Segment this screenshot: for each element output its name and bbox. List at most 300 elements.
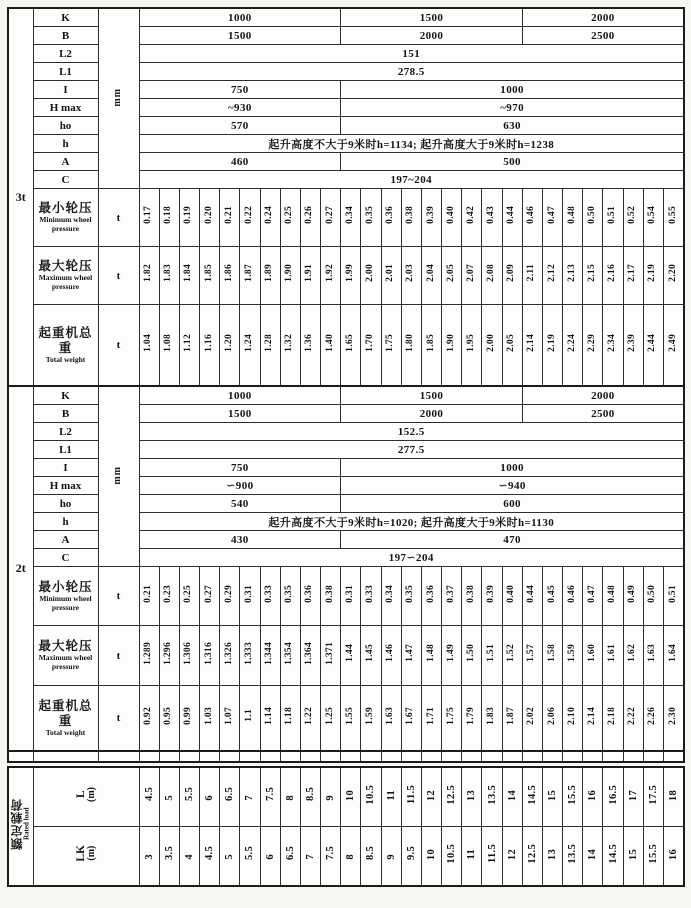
value-cell: 1.45 xyxy=(361,626,381,686)
section-label-3t: 3t xyxy=(8,8,33,386)
value-cell: 0.95 xyxy=(159,686,179,752)
value-cell: 1.64 xyxy=(663,626,684,686)
row-label-cn: 最小轮压 xyxy=(38,579,93,594)
dim-label: H max xyxy=(33,99,98,117)
value-cell: 2.10 xyxy=(563,686,583,752)
value-cell: 0.48 xyxy=(563,189,583,247)
dim-label: L2 xyxy=(33,423,98,441)
dim-value-cell: 460 xyxy=(139,153,341,171)
dim-row-K-2t xyxy=(8,386,684,405)
value-cell: 2.04 xyxy=(421,247,441,305)
unit-t: t xyxy=(98,567,139,626)
value-cell: 2.26 xyxy=(643,686,663,752)
value-cell: 15 xyxy=(623,827,643,887)
value-cell: 1.79 xyxy=(462,686,482,752)
value-cell: 14.5 xyxy=(522,767,542,827)
span-L-row xyxy=(8,767,684,827)
row-label-max-pressure xyxy=(33,247,98,305)
value-cell: 1.364 xyxy=(300,626,320,686)
value-cell: 1.83 xyxy=(482,686,502,752)
value-cell: 0.51 xyxy=(663,567,684,626)
value-cell: 1.22 xyxy=(300,686,320,752)
value-cell: 12 xyxy=(421,767,441,827)
value-cell: 1.83 xyxy=(159,247,179,305)
value-cell: 10 xyxy=(341,767,361,827)
value-cell: 2.02 xyxy=(522,686,542,752)
value-cell: 0.40 xyxy=(502,567,522,626)
dim-value-cell: 430 xyxy=(139,531,341,549)
value-cell: 7.5 xyxy=(321,827,341,887)
rated-load-label xyxy=(8,767,33,886)
row-label-en: Total weight xyxy=(45,727,86,737)
value-cell: 1.46 xyxy=(381,626,401,686)
value-cell: 1.07 xyxy=(220,686,240,752)
value-cell: 0.38 xyxy=(462,567,482,626)
dim-label: ho xyxy=(33,117,98,135)
value-cell: 0.50 xyxy=(583,189,603,247)
value-cell: 1.63 xyxy=(643,626,663,686)
dim-label: h xyxy=(33,513,98,531)
value-cell: 1.87 xyxy=(240,247,260,305)
dim-value-cell: 1500 xyxy=(341,8,523,27)
value-cell: 2.00 xyxy=(482,305,502,387)
value-cell: 7.5 xyxy=(260,767,280,827)
dim-value-cell: 1000 xyxy=(139,8,341,27)
dim-label: h xyxy=(33,135,98,153)
value-cell: 1.70 xyxy=(361,305,381,387)
value-cell: 1.04 xyxy=(139,305,159,387)
value-cell: 0.44 xyxy=(502,189,522,247)
value-cell: 2.24 xyxy=(563,305,583,387)
value-cell: 2.44 xyxy=(643,305,663,387)
value-cell: 1.59 xyxy=(361,686,381,752)
value-cell: 1.60 xyxy=(583,626,603,686)
value-cell: 1.51 xyxy=(482,626,502,686)
value-cell: 6 xyxy=(260,827,280,887)
value-cell: 1.50 xyxy=(462,626,482,686)
dim-value-cell: 500 xyxy=(341,153,684,171)
row-label-min-pressure xyxy=(33,189,98,247)
dim-value-cell: 197∽204 xyxy=(139,549,684,567)
value-cell: 2.00 xyxy=(361,247,381,305)
dim-label: K xyxy=(33,8,98,27)
value-cell: 18 xyxy=(663,767,684,827)
dim-label: C xyxy=(33,549,98,567)
value-cell: 0.39 xyxy=(482,567,502,626)
value-cell: 1.59 xyxy=(563,626,583,686)
value-cell: 0.48 xyxy=(603,567,623,626)
value-cell: 3.5 xyxy=(159,827,179,887)
value-cell: 2.19 xyxy=(542,305,562,387)
dim-value-cell: 2000 xyxy=(522,8,684,27)
value-cell: 5.5 xyxy=(240,827,260,887)
value-cell: 0.55 xyxy=(663,189,684,247)
value-cell: 1.55 xyxy=(341,686,361,752)
value-cell: 0.24 xyxy=(260,189,280,247)
value-cell: 0.54 xyxy=(643,189,663,247)
value-cell: 0.46 xyxy=(522,189,542,247)
value-cell: 2.05 xyxy=(442,247,462,305)
value-cell: 0.99 xyxy=(179,686,199,752)
value-cell: 2.34 xyxy=(603,305,623,387)
row-label-cn: 最小轮压 xyxy=(38,201,93,216)
value-cell: 1.99 xyxy=(341,247,361,305)
value-cell: 0.33 xyxy=(361,567,381,626)
value-cell: 0.21 xyxy=(220,189,240,247)
dim-value-cell: 570 xyxy=(139,117,341,135)
value-cell: 2.05 xyxy=(502,305,522,387)
value-cell: 1.80 xyxy=(401,305,421,387)
value-cell: 0.92 xyxy=(139,686,159,752)
dim-label: B xyxy=(33,27,98,45)
spacer-row xyxy=(8,751,684,762)
value-cell: 1.296 xyxy=(159,626,179,686)
value-cell: 0.35 xyxy=(401,567,421,626)
row-label-en: Total weight xyxy=(45,354,86,364)
value-cell: 4 xyxy=(179,827,199,887)
value-cell: 0.52 xyxy=(623,189,643,247)
dim-value-cell: 630 xyxy=(341,117,684,135)
value-cell: 0.17 xyxy=(139,189,159,247)
dim-value-cell: 540 xyxy=(139,495,341,513)
unit-t: t xyxy=(98,686,139,752)
value-cell: 0.38 xyxy=(321,567,341,626)
value-cell: 2.12 xyxy=(542,247,562,305)
dim-value-cell: 1500 xyxy=(139,405,341,423)
value-cell: 2.07 xyxy=(462,247,482,305)
value-cell: 0.21 xyxy=(139,567,159,626)
value-cell: 2.08 xyxy=(482,247,502,305)
value-cell: 0.39 xyxy=(421,189,441,247)
value-cell: 1.85 xyxy=(421,305,441,387)
value-cell: 1.18 xyxy=(280,686,300,752)
value-cell: 10.5 xyxy=(442,827,462,887)
value-cell: 2.22 xyxy=(623,686,643,752)
value-cell: 1.12 xyxy=(179,305,199,387)
dim-label: I xyxy=(33,459,98,477)
value-cell: 4.5 xyxy=(200,827,220,887)
value-cell: 13 xyxy=(542,827,562,887)
value-cell: 1.57 xyxy=(522,626,542,686)
value-cell: 13.5 xyxy=(563,827,583,887)
value-cell: 1.91 xyxy=(300,247,320,305)
value-cell: 1.32 xyxy=(280,305,300,387)
value-cell: 0.35 xyxy=(361,189,381,247)
row-label-cn: 最大轮压 xyxy=(38,259,93,274)
value-cell: 16.5 xyxy=(603,767,623,827)
row-label-total-weight xyxy=(33,305,98,387)
value-cell: 3 xyxy=(139,827,159,887)
value-cell: 1.354 xyxy=(280,626,300,686)
value-cell: 8 xyxy=(341,827,361,887)
value-cell: 1.63 xyxy=(381,686,401,752)
value-cell: 1.89 xyxy=(260,247,280,305)
row-label-en: Maximum wheel pressure xyxy=(38,653,93,671)
value-cell: 14.5 xyxy=(603,827,623,887)
value-cell: 0.26 xyxy=(300,189,320,247)
value-cell: 0.49 xyxy=(623,567,643,626)
dim-value-cell: 2000 xyxy=(341,27,523,45)
value-cell: 9 xyxy=(321,767,341,827)
value-cell: 1.306 xyxy=(179,626,199,686)
value-cell: 1.371 xyxy=(321,626,341,686)
unit-t: t xyxy=(98,189,139,247)
dim-value-cell: 1000 xyxy=(139,386,341,405)
min-wheel-pressure-row-2t xyxy=(8,567,684,626)
value-cell: 0.34 xyxy=(341,189,361,247)
value-cell: 2.13 xyxy=(563,247,583,305)
dim-value-cell: 151 xyxy=(139,45,684,63)
value-cell: 0.23 xyxy=(159,567,179,626)
dim-label: A xyxy=(33,531,98,549)
value-cell: 0.31 xyxy=(341,567,361,626)
dim-value-cell: ∽900 xyxy=(139,477,341,495)
span-LK-row xyxy=(8,827,684,887)
dim-value-cell: ~930 xyxy=(139,99,341,117)
value-cell: 2.03 xyxy=(401,247,421,305)
value-cell: 0.18 xyxy=(159,189,179,247)
value-cell: 0.35 xyxy=(280,567,300,626)
value-cell: 0.46 xyxy=(563,567,583,626)
value-cell: 6.5 xyxy=(280,827,300,887)
max-wheel-pressure-row-2t xyxy=(8,626,684,686)
dim-value-cell: 277.5 xyxy=(139,441,684,459)
total-weight-row-2t xyxy=(8,686,684,752)
value-cell: 0.27 xyxy=(321,189,341,247)
value-cell: 1.62 xyxy=(623,626,643,686)
value-cell: 0.38 xyxy=(401,189,421,247)
max-wheel-pressure-row-3t xyxy=(8,247,684,305)
value-cell: 1.71 xyxy=(421,686,441,752)
dim-value-cell: 2000 xyxy=(341,405,523,423)
value-cell: 15.5 xyxy=(563,767,583,827)
value-cell: 2.15 xyxy=(583,247,603,305)
value-cell: 0.31 xyxy=(240,567,260,626)
row-label-cn: 最大轮压 xyxy=(38,639,93,654)
value-cell: 1.16 xyxy=(200,305,220,387)
value-cell: 1.14 xyxy=(260,686,280,752)
value-cell: 1.90 xyxy=(280,247,300,305)
value-cell: 0.22 xyxy=(240,189,260,247)
value-cell: 17 xyxy=(623,767,643,827)
row-label-LK: LK (m) xyxy=(33,827,139,887)
dim-label: H max xyxy=(33,477,98,495)
value-cell: 13.5 xyxy=(482,767,502,827)
value-cell: 11 xyxy=(381,767,401,827)
value-cell: 9 xyxy=(381,827,401,887)
value-cell: 2.11 xyxy=(522,247,542,305)
value-cell: 5 xyxy=(220,827,240,887)
value-cell: 1.52 xyxy=(502,626,522,686)
dim-label: K xyxy=(33,386,98,405)
value-cell: 1.65 xyxy=(341,305,361,387)
unit-t: t xyxy=(98,305,139,387)
value-cell: 1.47 xyxy=(401,626,421,686)
value-cell: 2.30 xyxy=(663,686,684,752)
value-cell: 15 xyxy=(542,767,562,827)
value-cell: 9.5 xyxy=(401,827,421,887)
hoist-height-note-cell: 起升高度不大于9米时h=1134; 起升高度大于9米时h=1238 xyxy=(139,135,684,153)
value-cell: 5.5 xyxy=(179,767,199,827)
value-cell: 2.39 xyxy=(623,305,643,387)
value-cell: 0.47 xyxy=(583,567,603,626)
dim-label: L1 xyxy=(33,63,98,81)
dim-label: A xyxy=(33,153,98,171)
row-label-cn: 起重机总重 xyxy=(38,325,93,355)
dim-label: ho xyxy=(33,495,98,513)
value-cell: 2.16 xyxy=(603,247,623,305)
value-cell: 6 xyxy=(200,767,220,827)
value-cell: 1.326 xyxy=(220,626,240,686)
value-cell: 2.18 xyxy=(603,686,623,752)
value-cell: 1.20 xyxy=(220,305,240,387)
value-cell: 2.09 xyxy=(502,247,522,305)
value-cell: 0.34 xyxy=(381,567,401,626)
value-cell: 1.86 xyxy=(220,247,240,305)
value-cell: 0.25 xyxy=(179,567,199,626)
value-cell: 0.40 xyxy=(442,189,462,247)
value-cell: 12.5 xyxy=(442,767,462,827)
row-label-en: Minimum wheel pressure xyxy=(39,593,92,612)
dim-label: B xyxy=(33,405,98,423)
value-cell: 12 xyxy=(502,827,522,887)
value-cell: 2.17 xyxy=(623,247,643,305)
value-cell: 0.45 xyxy=(542,567,562,626)
dim-value-cell: 600 xyxy=(341,495,684,513)
value-cell: 5 xyxy=(159,767,179,827)
value-cell: 1.44 xyxy=(341,626,361,686)
value-cell: 0.19 xyxy=(179,189,199,247)
value-cell: 1.48 xyxy=(421,626,441,686)
value-cell: 2.49 xyxy=(663,305,684,387)
value-cell: 11.5 xyxy=(401,767,421,827)
value-cell: 7 xyxy=(300,827,320,887)
row-label-min-pressure xyxy=(33,567,98,626)
value-cell: 11.5 xyxy=(482,827,502,887)
dim-value-cell: ~970 xyxy=(341,99,684,117)
value-cell: 12.5 xyxy=(522,827,542,887)
row-label-cn: 起重机总重 xyxy=(38,698,93,728)
value-cell: 1.344 xyxy=(260,626,280,686)
dim-label: L1 xyxy=(33,441,98,459)
dim-label: C xyxy=(33,171,98,189)
value-cell: 1.90 xyxy=(442,305,462,387)
value-cell: 1.289 xyxy=(139,626,159,686)
value-cell: 10 xyxy=(421,827,441,887)
value-cell: 0.42 xyxy=(462,189,482,247)
value-cell: 2.20 xyxy=(663,247,684,305)
value-cell: 0.33 xyxy=(260,567,280,626)
value-cell: 17.5 xyxy=(643,767,663,827)
value-cell: 1.61 xyxy=(603,626,623,686)
value-cell: 0.36 xyxy=(421,567,441,626)
rated-load-table xyxy=(7,766,685,887)
value-cell: 2.29 xyxy=(583,305,603,387)
dim-row-K-3t xyxy=(8,8,684,27)
value-cell: 0.29 xyxy=(220,567,240,626)
unit-t: t xyxy=(98,247,139,305)
row-label-en: Maximum wheel pressure xyxy=(38,273,93,291)
row-label-L: L (m) xyxy=(33,767,139,827)
value-cell: 1.03 xyxy=(200,686,220,752)
value-cell: 0.25 xyxy=(280,189,300,247)
value-cell: 0.43 xyxy=(482,189,502,247)
value-cell: 1.84 xyxy=(179,247,199,305)
value-cell: 0.51 xyxy=(603,189,623,247)
value-cell: 4.5 xyxy=(139,767,159,827)
row-label-en: Minimum wheel pressure xyxy=(39,215,92,233)
value-cell: 0.50 xyxy=(643,567,663,626)
value-cell: 0.27 xyxy=(200,567,220,626)
value-cell: 1.87 xyxy=(502,686,522,752)
dim-value-cell: 152.5 xyxy=(139,423,684,441)
unit-mm: mm xyxy=(98,386,139,567)
value-cell: 1.75 xyxy=(381,305,401,387)
value-cell: 0.47 xyxy=(542,189,562,247)
crane-spec-table xyxy=(7,7,685,763)
min-wheel-pressure-row-3t xyxy=(8,189,684,247)
dim-value-cell: 2000 xyxy=(522,386,684,405)
dim-value-cell: 2500 xyxy=(522,405,684,423)
dim-value-cell: 197~204 xyxy=(139,171,684,189)
value-cell: 8 xyxy=(280,767,300,827)
value-cell: 1.95 xyxy=(462,305,482,387)
value-cell: 14 xyxy=(502,767,522,827)
value-cell: 0.20 xyxy=(200,189,220,247)
unit-mm: mm xyxy=(98,8,139,189)
section-label-2t: 2t xyxy=(8,386,33,751)
value-cell: 2.14 xyxy=(522,305,542,387)
value-cell: 0.44 xyxy=(522,567,542,626)
value-cell: 2.01 xyxy=(381,247,401,305)
unit-t: t xyxy=(98,626,139,686)
value-cell: 0.36 xyxy=(300,567,320,626)
rated-load-label-en: Rated load xyxy=(22,807,31,841)
value-cell: 1.36 xyxy=(300,305,320,387)
value-cell: 1.49 xyxy=(442,626,462,686)
rated-load-label-cn: 额定载荷 xyxy=(9,798,24,850)
hoist-height-note-cell: 起升高度不大于9米时h=1020; 起升高度大于9米时h=1130 xyxy=(139,513,684,531)
value-cell: 1.58 xyxy=(542,626,562,686)
dim-value-cell: 278.5 xyxy=(139,63,684,81)
dim-value-cell: 1000 xyxy=(341,459,684,477)
value-cell: 13 xyxy=(462,767,482,827)
value-cell: 1.40 xyxy=(321,305,341,387)
value-cell: 11 xyxy=(462,827,482,887)
dim-value-cell: 1500 xyxy=(139,27,341,45)
value-cell: 7 xyxy=(240,767,260,827)
value-cell: 1.08 xyxy=(159,305,179,387)
value-cell: 0.37 xyxy=(442,567,462,626)
row-label-total-weight xyxy=(33,686,98,752)
value-cell: 1.92 xyxy=(321,247,341,305)
value-cell: 2.14 xyxy=(583,686,603,752)
dim-value-cell: 470 xyxy=(341,531,684,549)
dim-value-cell: 750 xyxy=(139,459,341,477)
row-label-max-pressure xyxy=(33,626,98,686)
dim-value-cell: 1500 xyxy=(341,386,523,405)
dim-value-cell: 2500 xyxy=(522,27,684,45)
value-cell: 1.333 xyxy=(240,626,260,686)
value-cell: 8.5 xyxy=(300,767,320,827)
dim-value-cell: 1000 xyxy=(341,81,684,99)
value-cell: 1.67 xyxy=(401,686,421,752)
value-cell: 1.85 xyxy=(200,247,220,305)
value-cell: 1.82 xyxy=(139,247,159,305)
value-cell: 1.316 xyxy=(200,626,220,686)
value-cell: 15.5 xyxy=(643,827,663,887)
value-cell: 0.36 xyxy=(381,189,401,247)
